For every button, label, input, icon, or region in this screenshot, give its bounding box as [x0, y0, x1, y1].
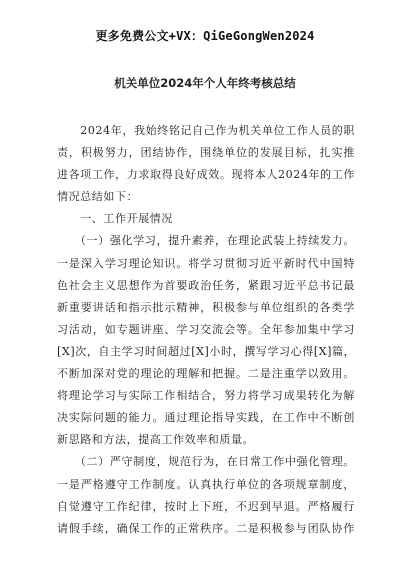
- body-line: 责，积极努力，团结协作，围绕单位的发展目标，扎实推: [57, 146, 355, 160]
- body-line: 决实际问题的能力。通过理论指导实践，在工作中不断创: [57, 411, 355, 425]
- body-line: 一、工作开展情况: [57, 212, 173, 226]
- body-line: 自觉遵守工作纪律，按时上下班，不迟到早退。严格履行: [57, 499, 355, 513]
- body-line: 将理论学习与实际工作相结合，努力将学习成果转化为解: [57, 389, 355, 403]
- header-watermark: 更多免费公文+VX：QiGeGongWen2024: [95, 29, 315, 43]
- body-line: 习活动，如专题讲座、学习交流会等。全年参加集中学习: [57, 322, 355, 336]
- body-line: 进各项工作，力求取得良好成效。现将本人2024年的工作: [57, 168, 355, 182]
- body-line: 2024年，我始终铭记自己作为机关单位工作人员的职: [57, 124, 355, 137]
- body-line: 色社会主义思想作为首要政治任务，紧跟习近平总书记最: [57, 278, 355, 292]
- document-body: [57, 120, 355, 540]
- body-line: 不断加深对党的理论的理解和把握。二是注重学以致用。: [57, 367, 355, 381]
- body-line: （一）强化学习，提升素养，在理论武装上持续发力。: [57, 234, 355, 248]
- body-line: 请假手续，确保工作的正常秩序。二是积极参与团队协作: [57, 521, 355, 535]
- body-line: 情况总结如下：: [57, 190, 139, 204]
- body-line: 新思路和方法，提高工作效率和质量。: [57, 433, 255, 447]
- body-line: 新重要讲话和指示批示精神，积极参与单位组织的各类学: [57, 300, 355, 314]
- body-line: （二）严守制度，规范行为，在日常工作中强化管理。: [57, 455, 355, 469]
- body-line: 一是严格遵守工作制度。认真执行单位的各项规章制度，: [57, 477, 355, 491]
- body-line: [X]次，自主学习时间超过[X]小时，撰写学习心得[X]篇，: [57, 344, 356, 358]
- body-line: 一是深入学习理论知识。将学习贯彻习近平新时代中国特: [57, 256, 355, 270]
- document-title: 机关单位2024年个人年终考核总结: [114, 76, 296, 90]
